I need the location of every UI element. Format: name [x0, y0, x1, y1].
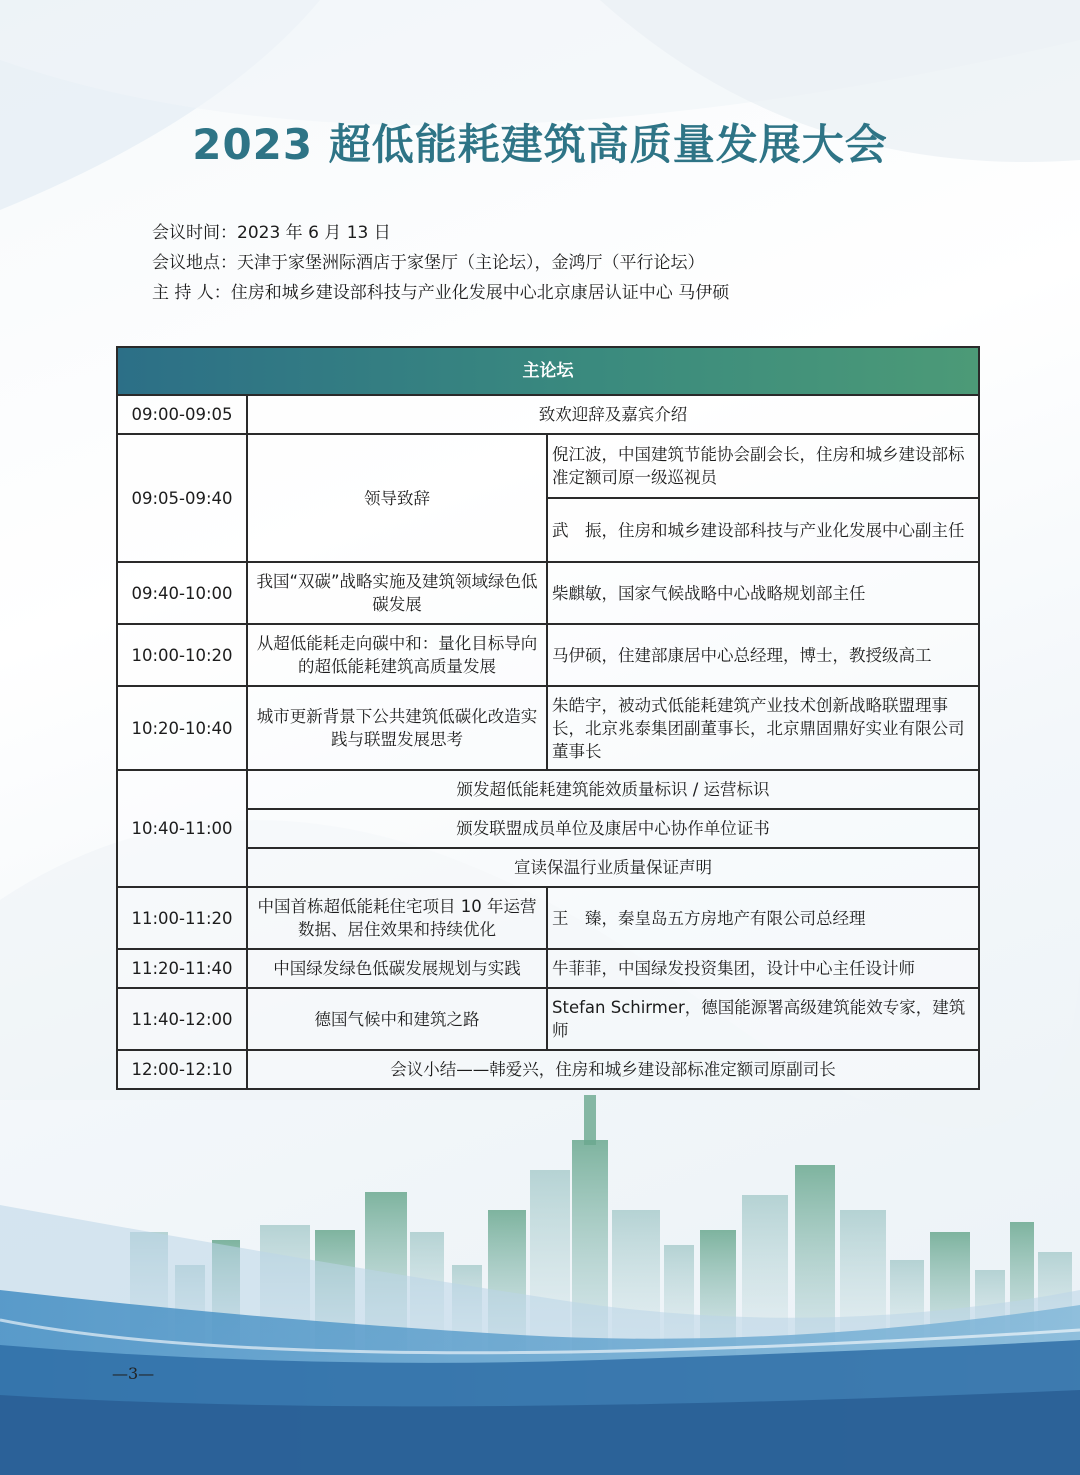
speaker-cell: 武 振，住房和城乡建设部科技与产业化发展中心副主任: [547, 498, 979, 562]
table-row: [117, 988, 979, 1050]
meeting-time: 会议时间：2023 年 6 月 13 日: [152, 223, 391, 243]
time-cell: 09:40-10:00: [117, 562, 247, 624]
session-cell: 颁发超低能耗建筑能效质量标识 / 运营标识: [247, 770, 979, 809]
table-row: [117, 809, 979, 848]
time-cell: 11:40-12:00: [117, 988, 247, 1050]
time-cell: 10:20-10:40: [117, 686, 247, 770]
speaker-cell: 柴麒敏，国家气候战略中心战略规划部主任: [547, 562, 979, 624]
time-cell: 11:00-11:20: [117, 887, 247, 949]
speaker-cell: 王 臻，秦皇岛五方房地产有限公司总经理: [547, 887, 979, 949]
topic-cell: 领导致辞: [247, 434, 547, 562]
forum-header: 主论坛: [117, 347, 979, 395]
meeting-info: [152, 218, 729, 308]
table-row: [117, 887, 979, 949]
session-cell: 颁发联盟成员单位及康居中心协作单位证书: [247, 809, 979, 848]
table-row: [117, 395, 979, 434]
page-title: 2023 超低能耗建筑高质量发展大会: [192, 120, 888, 169]
table-row: [117, 434, 979, 498]
time-cell: 10:40-11:00: [117, 770, 247, 887]
meeting-host: 主 持 人：住房和城乡建设部科技与产业化发展中心北京康居认证中心 马伊硕: [152, 283, 730, 303]
time-cell: 11:20-11:40: [117, 949, 247, 988]
topic-cell: 城市更新背景下公共建筑低碳化改造实践与联盟发展思考: [247, 686, 547, 770]
speaker-cell: 倪江波，中国建筑节能协会副会长，住房和城乡建设部标准定额司原一级巡视员: [547, 434, 979, 498]
table-row: [117, 624, 979, 686]
speaker-cell: 牛菲菲，中国绿发投资集团，设计中心主任设计师: [547, 949, 979, 988]
topic-cell: 德国气候中和建筑之路: [247, 988, 547, 1050]
table-row: [117, 949, 979, 988]
time-cell: 12:00-12:10: [117, 1050, 247, 1089]
meeting-location: 会议地点：天津于家堡洲际酒店于家堡厅（主论坛），金鸿厅（平行论坛）: [152, 253, 705, 273]
speaker-cell: 马伊硕，住建部康居中心总经理，博士，教授级高工: [547, 624, 979, 686]
session-cell: 宣读保温行业质量保证声明: [247, 848, 979, 887]
topic-cell: 中国绿发绿色低碳发展规划与实践: [247, 949, 547, 988]
time-cell: 10:00-10:20: [117, 624, 247, 686]
time-cell: 09:05-09:40: [117, 434, 247, 562]
table-row: [117, 1050, 979, 1089]
session-cell: 会议小结——韩爱兴，住房和城乡建设部标准定额司原副司长: [247, 1050, 979, 1089]
table-row: [117, 562, 979, 624]
speaker-cell: Stefan Schirmer，德国能源署高级建筑能效专家，建筑师: [547, 988, 979, 1050]
page-number: —3—: [112, 1364, 155, 1383]
schedule-table: [116, 346, 980, 1090]
topic-cell: 中国首栋超低能耗住宅项目 10 年运营数据、居住效果和持续优化: [247, 887, 547, 949]
table-row: [117, 686, 979, 770]
topic-cell: 我国“双碳”战略实施及建筑领域绿色低碳发展: [247, 562, 547, 624]
table-row: [117, 770, 979, 809]
topic-cell: 从超低能耗走向碳中和：量化目标导向的超低能耗建筑高质量发展: [247, 624, 547, 686]
speaker-cell: 朱皓宇，被动式低能耗建筑产业技术创新战略联盟理事长，北京兆泰集团副董事长，北京鼎固鼎好实业有限公司董事长: [547, 686, 979, 770]
table-row: [117, 848, 979, 887]
session-cell: 致欢迎辞及嘉宾介绍: [247, 395, 979, 434]
time-cell: 09:00-09:05: [117, 395, 247, 434]
